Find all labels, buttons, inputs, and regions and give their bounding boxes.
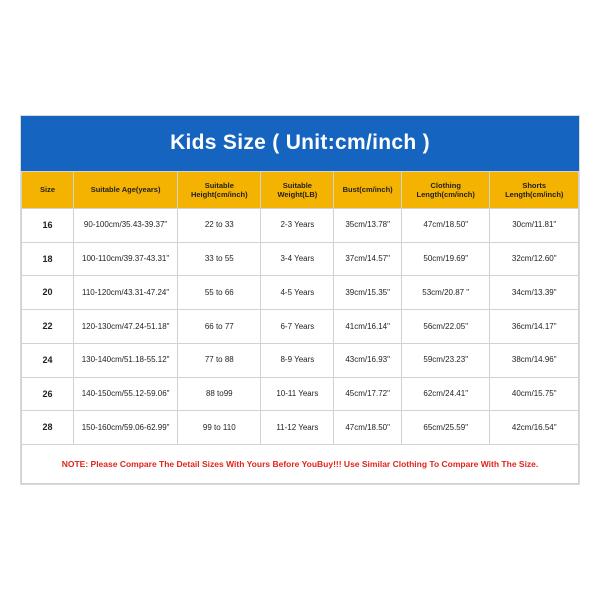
cell-weight: 2-3 Years [261,208,334,242]
cell-clothing-length: 65cm/25.59" [401,411,489,445]
cell-height: 33 to 55 [178,242,261,276]
cell-shorts-length: 36cm/14.17" [490,310,579,344]
cell-height: 88 to99 [178,377,261,411]
chart-title: Kids Size ( Unit:cm/inch ) [21,116,579,171]
cell-bust: 45cm/17.72" [334,377,402,411]
cell-bust: 39cm/15.35" [334,276,402,310]
cell-size: 16 [22,208,74,242]
cell-age: 130-140cm/51.18-55.12" [74,343,178,377]
size-chart-page [20,20,580,580]
cell-age: 140-150cm/55.12-59.06" [74,377,178,411]
cell-weight: 8-9 Years [261,343,334,377]
cell-height: 55 to 66 [178,276,261,310]
cell-size: 22 [22,310,74,344]
cell-clothing-length: 62cm/24.41" [401,377,489,411]
column-header-size: Size [22,171,74,208]
cell-size: 20 [22,276,74,310]
cell-bust: 47cm/18.50" [334,411,402,445]
cell-clothing-length: 53cm/20.87 " [401,276,489,310]
cell-age: 100-110cm/39.37-43.31" [74,242,178,276]
cell-clothing-length: 50cm/19.69" [401,242,489,276]
column-header-clothing-length: Clothing Length(cm/inch) [401,171,489,208]
table-header-row [22,171,579,208]
cell-bust: 43cm/16.93" [334,343,402,377]
cell-bust: 41cm/16.14" [334,310,402,344]
cell-shorts-length: 30cm/11.81" [490,208,579,242]
cell-weight: 4-5 Years [261,276,334,310]
cell-size: 18 [22,242,74,276]
column-header-weight: Suitable Weight(LB) [261,171,334,208]
cell-bust: 35cm/13.78" [334,208,402,242]
size-note: NOTE: Please Compare The Detail Sizes With Yours Before YouBuy!!! Use Similar Clothing To Compare With The Size. [21,445,579,484]
column-header-height: Suitable Height(cm/inch) [178,171,261,208]
cell-size: 26 [22,377,74,411]
cell-height: 77 to 88 [178,343,261,377]
cell-shorts-length: 42cm/16.54" [490,411,579,445]
table-row [22,377,579,411]
table-row [22,276,579,310]
cell-clothing-length: 56cm/22.05" [401,310,489,344]
column-header-shorts-length: Shorts Length(cm/inch) [490,171,579,208]
table-row [22,310,579,344]
cell-weight: 11-12 Years [261,411,334,445]
cell-height: 66 to 77 [178,310,261,344]
cell-height: 22 to 33 [178,208,261,242]
cell-clothing-length: 59cm/23.23" [401,343,489,377]
cell-shorts-length: 34cm/13.39" [490,276,579,310]
table-row [22,208,579,242]
size-chart-card [20,115,580,486]
cell-age: 110-120cm/43.31-47.24" [74,276,178,310]
cell-bust: 37cm/14.57" [334,242,402,276]
cell-age: 150-160cm/59.06-62.99" [74,411,178,445]
cell-age: 120-130cm/47.24-51.18" [74,310,178,344]
cell-size: 24 [22,343,74,377]
cell-shorts-length: 32cm/12.60" [490,242,579,276]
size-table [21,171,579,446]
cell-clothing-length: 47cm/18.50" [401,208,489,242]
table-row [22,343,579,377]
column-header-bust: Bust(cm/inch) [334,171,402,208]
cell-weight: 6-7 Years [261,310,334,344]
table-row [22,242,579,276]
column-header-age: Suitable Age(years) [74,171,178,208]
cell-size: 28 [22,411,74,445]
cell-weight: 10-11 Years [261,377,334,411]
cell-shorts-length: 40cm/15.75" [490,377,579,411]
cell-shorts-length: 38cm/14.96" [490,343,579,377]
cell-weight: 3-4 Years [261,242,334,276]
cell-height: 99 to 110 [178,411,261,445]
cell-age: 90-100cm/35.43-39.37" [74,208,178,242]
table-row [22,411,579,445]
